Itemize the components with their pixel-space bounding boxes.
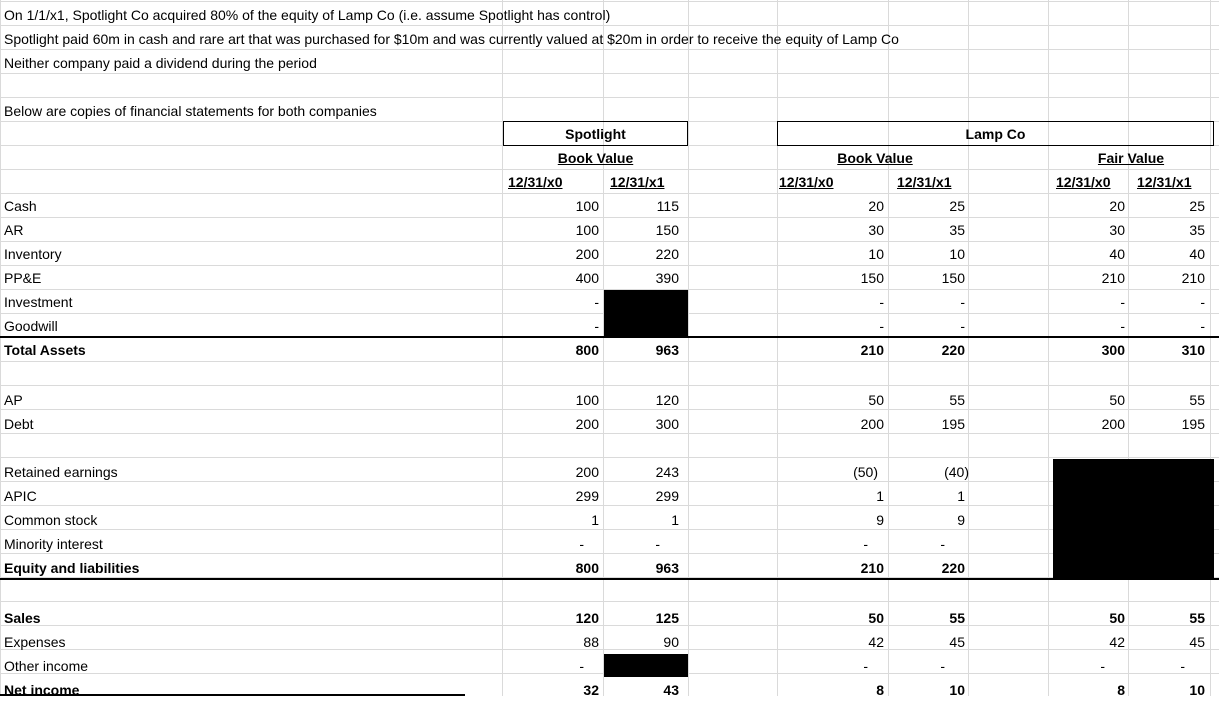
intro-line-4: Below are copies of financial statements for both companies <box>4 103 377 119</box>
date-header: 12/31/x1 <box>1137 174 1192 190</box>
row-label: AR <box>4 222 24 238</box>
cell: 150 <box>941 270 965 286</box>
cell: 300 <box>1101 342 1125 358</box>
cell: 50 <box>868 392 884 408</box>
cell: - <box>879 294 884 310</box>
cell: 1 <box>591 512 599 528</box>
lampco-fair-value: Fair Value <box>1097 150 1165 166</box>
row-label: Retained earnings <box>4 464 118 480</box>
cell: 100 <box>575 222 599 238</box>
cell: - <box>579 658 584 674</box>
row-label: Investment <box>4 294 73 310</box>
row-label: Common stock <box>4 512 98 528</box>
cell: 120 <box>575 610 599 626</box>
cell: 40 <box>1189 246 1205 262</box>
row-label: APIC <box>4 488 37 504</box>
cell: 200 <box>860 416 884 432</box>
cell: 200 <box>575 246 599 262</box>
cell: - <box>1120 318 1125 334</box>
row-label: Goodwill <box>4 318 58 334</box>
table-row <box>0 630 1219 654</box>
cell: 10 <box>868 246 884 262</box>
cell: 963 <box>655 342 679 358</box>
cell: 210 <box>860 342 884 358</box>
cell: - <box>940 536 945 552</box>
cell: 1 <box>876 488 884 504</box>
cell: 20 <box>1109 198 1125 214</box>
cell: 8 <box>1117 682 1125 698</box>
cell: 210 <box>1181 270 1205 286</box>
cell: 55 <box>949 392 965 408</box>
cell: 200 <box>1101 416 1125 432</box>
cell: (40) <box>944 464 969 480</box>
row-label: Minority interest <box>4 536 103 552</box>
cell: - <box>1200 318 1205 334</box>
cell: 200 <box>575 416 599 432</box>
cell: 42 <box>1109 634 1125 650</box>
cell: 220 <box>655 246 679 262</box>
cell: 400 <box>575 270 599 286</box>
cell: 43 <box>663 682 679 698</box>
cell: 150 <box>860 270 884 286</box>
cell: 88 <box>583 634 599 650</box>
table-row <box>0 242 1219 266</box>
spotlight-title: Spotlight <box>565 126 626 142</box>
row-label: Net income <box>4 682 80 698</box>
cell: 9 <box>876 512 884 528</box>
cell: 25 <box>1189 198 1205 214</box>
cell: 1 <box>671 512 679 528</box>
cell: 35 <box>1189 222 1205 238</box>
cell: 50 <box>1109 392 1125 408</box>
cell: 200 <box>575 464 599 480</box>
table-row <box>0 532 1219 556</box>
cell: 30 <box>1109 222 1125 238</box>
table-row <box>0 484 1219 508</box>
cell: 310 <box>1181 342 1205 358</box>
cell: 125 <box>655 610 679 626</box>
cell: 10 <box>1189 682 1205 698</box>
cell: - <box>960 318 965 334</box>
cell: 150 <box>655 222 679 238</box>
table-row <box>0 460 1219 484</box>
table-row <box>0 606 1219 630</box>
cell: 50 <box>1109 610 1125 626</box>
cell: 100 <box>575 198 599 214</box>
cell: 195 <box>1181 416 1205 432</box>
cell: 220 <box>941 342 965 358</box>
cell: 32 <box>583 682 599 698</box>
cell: 55 <box>1189 392 1205 408</box>
cell: 30 <box>868 222 884 238</box>
table-row <box>0 388 1219 412</box>
cell: 210 <box>1101 270 1125 286</box>
cell: 9 <box>957 512 965 528</box>
date-header: 12/31/x1 <box>897 174 952 190</box>
table-row <box>0 314 1219 338</box>
cell: 25 <box>949 198 965 214</box>
cell: - <box>1120 294 1125 310</box>
cell: 210 <box>860 560 884 576</box>
cell: - <box>940 658 945 674</box>
cell: - <box>579 536 584 552</box>
cell: 300 <box>655 416 679 432</box>
cell: 115 <box>656 198 679 214</box>
table-row <box>0 338 1219 362</box>
cell: 100 <box>575 392 599 408</box>
table-row <box>0 556 1219 580</box>
row-label: Sales <box>4 610 41 626</box>
cell: 40 <box>1109 246 1125 262</box>
cell: 390 <box>655 270 679 286</box>
cell: 50 <box>868 610 884 626</box>
cell: 299 <box>655 488 679 504</box>
cell: 45 <box>1189 634 1205 650</box>
cell: 800 <box>575 342 599 358</box>
cell: 45 <box>949 634 965 650</box>
cell: 90 <box>663 634 679 650</box>
row-label: Inventory <box>4 246 62 262</box>
cell: 10 <box>949 682 965 698</box>
date-header: 12/31/x0 <box>779 174 834 190</box>
cell: - <box>594 318 599 334</box>
table-row <box>0 218 1219 242</box>
cell: 299 <box>575 488 599 504</box>
cell: 1 <box>957 488 965 504</box>
lampco-title: Lamp Co <box>965 126 1026 142</box>
row-label: PP&E <box>4 270 42 286</box>
cell: - <box>655 536 660 552</box>
table-row <box>0 194 1219 218</box>
cell: 55 <box>1189 610 1205 626</box>
cell: - <box>1200 294 1205 310</box>
cell: 963 <box>655 560 679 576</box>
cell: 10 <box>949 246 965 262</box>
row-label: AP <box>4 392 23 408</box>
cell: 55 <box>949 610 965 626</box>
intro-line-2: Spotlight paid 60m in cash and rare art that was purchased for $10m and was currently valued at $20m in order to receive the equity of Lamp Co <box>4 31 899 47</box>
cell: - <box>879 318 884 334</box>
spotlight-book-value: Book Value <box>557 150 634 166</box>
row-label: Expenses <box>4 634 66 650</box>
intro-line-3: Neither company paid a dividend during the period <box>4 55 317 71</box>
cell: 42 <box>868 634 884 650</box>
cell: - <box>1180 658 1185 674</box>
date-header: 12/31/x0 <box>1056 174 1111 190</box>
cell: 800 <box>575 560 599 576</box>
table-row <box>0 266 1219 290</box>
row-label: Equity and liabilities <box>4 560 140 576</box>
row-label: Total Assets <box>4 342 86 358</box>
cell: - <box>594 294 599 310</box>
date-header: 12/31/x0 <box>508 174 563 190</box>
cell: - <box>1100 658 1105 674</box>
cell: (50) <box>853 464 878 480</box>
row-label: Cash <box>4 198 37 214</box>
table-row <box>0 508 1219 532</box>
row-label: Other income <box>4 658 89 674</box>
date-header: 12/31/x1 <box>610 174 665 190</box>
intro-line-1: On 1/1/x1, Spotlight Co acquired 80% of the equity of Lamp Co (i.e. assume Spotlight has control) <box>4 7 611 23</box>
row-label: Debt <box>4 416 34 432</box>
cell: 120 <box>655 392 679 408</box>
table-row <box>0 654 1219 678</box>
table-row <box>0 678 1219 702</box>
cell: 243 <box>655 464 679 480</box>
lampco-book-value: Book Value <box>837 150 913 166</box>
cell: - <box>960 294 965 310</box>
cell: 220 <box>941 560 965 576</box>
table-row <box>0 412 1219 436</box>
cell: - <box>863 658 868 674</box>
cell: 35 <box>949 222 965 238</box>
cell: 20 <box>868 198 884 214</box>
cell: - <box>863 536 868 552</box>
cell: 195 <box>941 416 965 432</box>
cell: 8 <box>876 682 884 698</box>
table-row <box>0 290 1219 314</box>
